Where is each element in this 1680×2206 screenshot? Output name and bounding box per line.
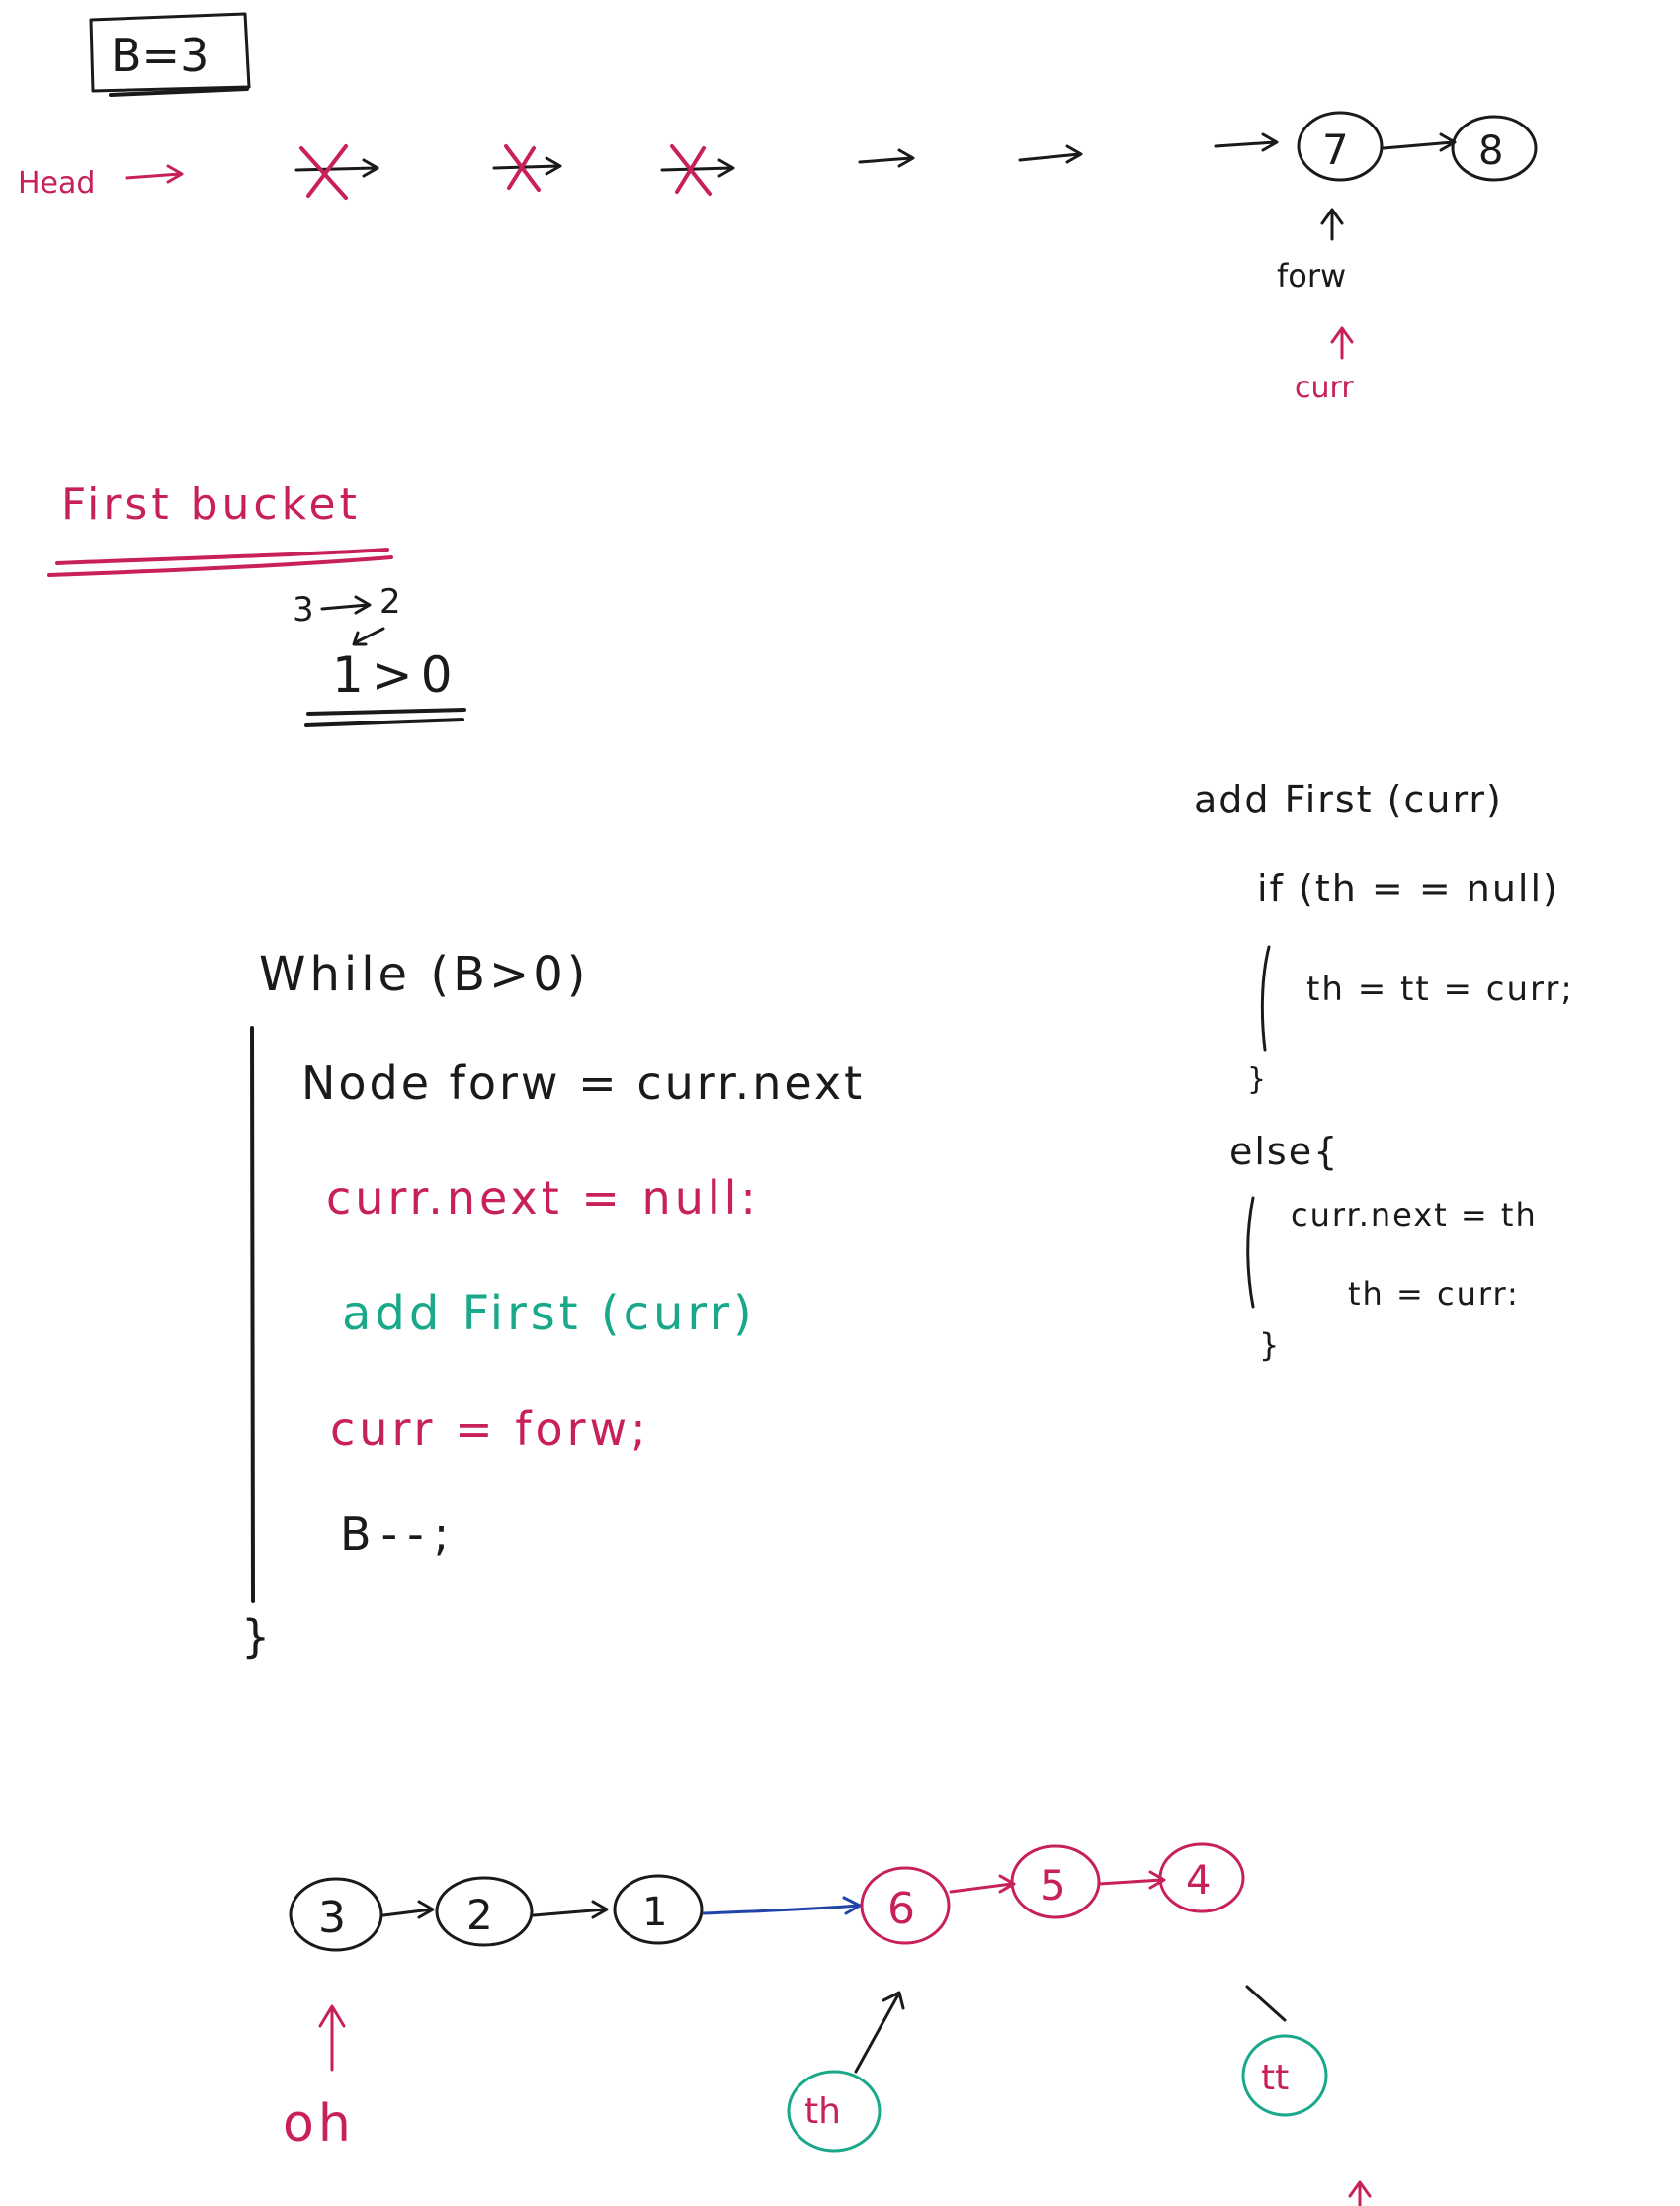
bucket-count-back-arrow <box>354 629 383 644</box>
b-value-text: B=3 <box>111 29 210 82</box>
bucket-count-top: 3 <box>293 590 314 630</box>
removed-link-3 <box>662 146 733 194</box>
node-8-label: 8 <box>1478 128 1504 174</box>
b-value-box <box>91 14 249 95</box>
addfirst-brace-close-2: } <box>1259 1326 1280 1364</box>
oh-label: oh <box>283 2094 355 2154</box>
bottom-node-1-label: 1 <box>642 1890 668 1935</box>
addfirst-header: add First (curr) <box>1194 778 1503 821</box>
bottom-node-2 <box>437 1878 532 1945</box>
curr-arrow <box>1332 328 1352 358</box>
addfirst-else-brace <box>1248 1198 1253 1307</box>
bucket-count-underline <box>306 710 464 725</box>
bottom-node-6 <box>862 1868 949 1943</box>
bottom-link-5-4 <box>1099 1872 1164 1888</box>
bottom-node-5 <box>1012 1846 1099 1917</box>
addfirst-if-brace <box>1262 947 1269 1050</box>
th-label: th <box>804 2091 841 2132</box>
addfirst-brace-close-1: } <box>1247 1062 1267 1097</box>
code-while: While (B>0) <box>259 947 590 1002</box>
tt-arrow <box>1247 1987 1285 2020</box>
code-line-2: curr.next = null: <box>326 1171 760 1225</box>
node-8 <box>1453 117 1536 180</box>
link-arrow-2 <box>1020 146 1081 162</box>
bottom-node-6-label: 6 <box>887 1884 915 1934</box>
bucket-underline <box>49 550 391 575</box>
forw-label: forw <box>1277 257 1347 295</box>
code-block-bar <box>252 1028 253 1601</box>
addfirst-else: else{ <box>1229 1130 1340 1173</box>
addfirst-else-2: th = curr: <box>1348 1275 1520 1313</box>
forw-arrow <box>1322 210 1342 239</box>
addfirst-if: if (th = = null) <box>1257 867 1559 910</box>
curr-label: curr <box>1295 371 1354 405</box>
addfirst-then: th = tt = curr; <box>1306 970 1574 1009</box>
bottom-node-2-label: 2 <box>466 1891 493 1939</box>
bottom-node-1 <box>615 1876 702 1943</box>
node-7 <box>1299 113 1382 180</box>
th-marker <box>789 2072 880 2151</box>
bottom-node-3 <box>291 1879 381 1950</box>
bottom-link-3-2 <box>383 1902 433 1917</box>
tt-curr-arrow <box>1350 2182 1370 2206</box>
removed-link-1 <box>296 146 378 198</box>
bucket-title: First bucket <box>61 479 361 530</box>
bottom-node-3-label: 3 <box>318 1893 346 1943</box>
link-7-8 <box>1384 134 1455 150</box>
link-arrow-1 <box>860 150 913 166</box>
removed-link-2 <box>494 146 560 190</box>
bucket-count-arrow <box>322 597 370 613</box>
bottom-link-blue <box>704 1898 860 1913</box>
node-7-label: 7 <box>1322 126 1349 174</box>
code-line-3: add First (curr) <box>342 1286 756 1341</box>
bottom-node-4-label: 4 <box>1186 1858 1212 1904</box>
bottom-link-6-5 <box>951 1876 1014 1892</box>
bottom-link-2-1 <box>534 1902 607 1917</box>
tt-label: tt <box>1261 2058 1290 2098</box>
tt-marker <box>1243 2036 1326 2115</box>
oh-arrow <box>320 2006 344 2070</box>
code-close-brace: } <box>241 1610 271 1663</box>
head-arrow <box>126 166 182 182</box>
code-line-5: B--; <box>340 1507 460 1561</box>
bucket-count-top2: 2 <box>379 582 401 622</box>
link-arrow-3 <box>1216 134 1277 150</box>
bottom-node-4 <box>1160 1844 1243 1911</box>
code-line-1: Node forw = curr.next <box>301 1057 866 1110</box>
addfirst-else-1: curr.next = th <box>1291 1196 1538 1233</box>
bottom-node-5-label: 5 <box>1040 1861 1066 1909</box>
code-line-4: curr = forw; <box>330 1402 650 1456</box>
th-arrow <box>856 1993 903 2072</box>
bucket-count-bottom: 1>0 <box>332 646 461 704</box>
head-label: Head <box>18 166 96 201</box>
